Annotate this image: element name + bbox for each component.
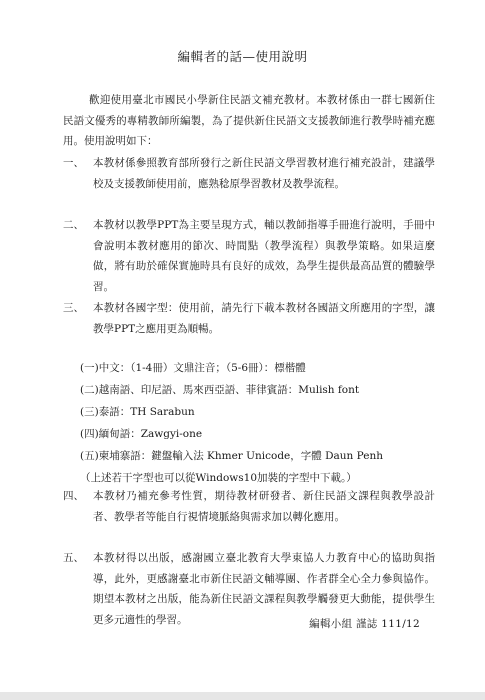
section-3 [63,298,435,339]
font-item-sea-languages: (二)越南語、印尼語、馬來西亞語、菲律賓語：Mulish font [80,384,360,396]
section-text: 本教材各國字型：使用前，請先行下載本教材各國語文所應用的字型，讓教學PPT之應用更為順暢。 [93,302,435,335]
section-text: 本教材得以出版，感謝國立臺北教育大學東協人力教育中心的協助與指導，此外，更感謝臺北市新住民語文輔導團、作者群全心全力參與協作。期望本教材之出版，能為新住民語文課程與教學觸發更大動能，提供學生更多元適性的學習。 [93,552,435,626]
section-number: 三、 [63,302,84,314]
section-4 [63,486,435,527]
font-list [80,357,440,489]
section-1 [63,153,435,194]
section-2 [63,215,435,297]
section-number: 一、 [63,157,84,169]
section-text: 本教材乃補充參考性質，期待教材研發者、新住民語文課程與教學設計者、教學者等能自行視情境脈絡與需求加以轉化應用。 [93,490,435,523]
font-note: （上述若干字型也可以從Windows10加裝的字型中下載。） [80,472,357,484]
intro-paragraph: 歡迎使用臺北市國民小學新住民語文補充教材。本教材係由一群七國新住民語文優秀的專精教師所編製，為了提供新住民語文支援教師進行教學時補充應用。使用說明如下： [63,94,435,147]
page-bottom-bar [0,692,485,700]
section-number: 五、 [63,552,84,564]
font-item-khmer: (五)柬埔寨語：鍵盤輸入法 Khmer Unicode，字體 Daun Penh [80,450,383,462]
section-number: 二、 [63,219,84,231]
font-item-burmese: (四)緬甸語：Zawgyi-one [80,428,203,440]
font-item-chinese: (一)中文：（1-4冊）文鼎注音；（5-6冊）：標楷體 [80,362,306,374]
section-number: 四、 [63,490,84,502]
font-item-thai: (三)泰語：TH Sarabun [80,406,195,418]
section-text: 本教材以教學PPT為主要呈現方式，輔以教師指導手冊進行說明，手冊中會說明本教材應用的節次、時間點（教學流程）與教學策略。如果這麼做，將有助於確保實施時具有良好的成效，為學生提供最高品質的體驗學習。 [93,219,435,293]
section-text: 本教材係參照教育部所發行之新住民語文學習教材進行補充設計，建議學校及支援教師使用前，應熟稔原學習教材及教學流程。 [93,157,435,190]
page-title: 編輯者的話—使用說明 [177,49,308,64]
signature: 編輯小組 謹誌 111/12 [309,618,420,630]
